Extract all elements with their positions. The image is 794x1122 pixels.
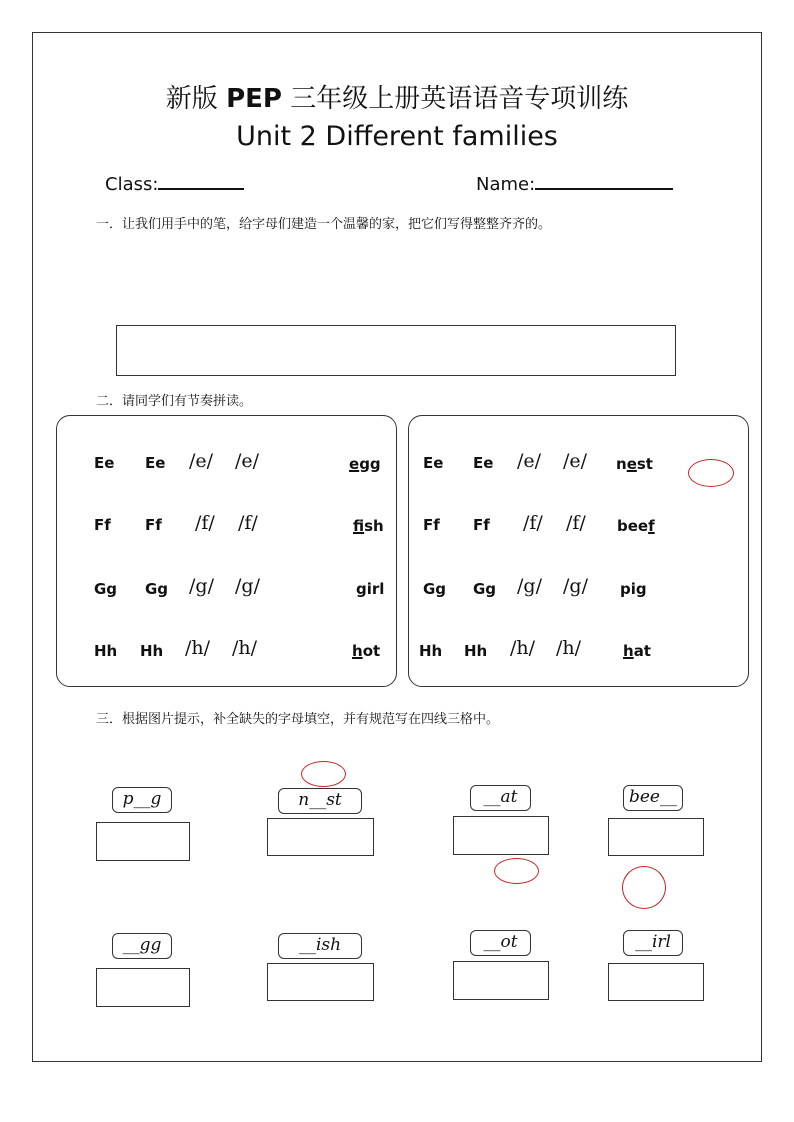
phoneme: /g/ <box>517 575 542 597</box>
phoneme: /e/ <box>563 450 588 472</box>
phoneme: /e/ <box>189 450 214 472</box>
letter-pair-repeat: Hh <box>464 642 488 660</box>
example-word: hat <box>623 642 651 660</box>
example-word: pig <box>620 580 647 598</box>
page-title <box>0 78 794 115</box>
section-three-instruction: 三．根据图片提示，补全缺失的字母填空，并有规范写在四线三格中。 <box>96 712 500 727</box>
word-hint-tag: __irl <box>623 930 683 956</box>
word-hint-tag: bee__ <box>623 785 683 811</box>
word-hint-tag: __at <box>470 785 531 811</box>
example-word: fish <box>353 517 384 535</box>
name-field <box>476 170 673 195</box>
example-word: egg <box>349 455 381 473</box>
word-hint-tag: p__g <box>112 787 172 813</box>
name-label: Name: <box>476 174 536 195</box>
letter-pair: Ee <box>94 454 115 472</box>
phoneme: /g/ <box>235 575 260 597</box>
answer-box[interactable] <box>608 818 704 856</box>
example-word: girl <box>356 580 385 598</box>
phoneme: /g/ <box>563 575 588 597</box>
class-blank[interactable] <box>158 170 244 190</box>
word-hint-tag: n__st <box>278 788 362 814</box>
word-hint-tag: __gg <box>112 933 172 959</box>
letter-pair-repeat: Ee <box>473 454 494 472</box>
answer-box[interactable] <box>96 822 190 861</box>
letter-pair: Ff <box>94 516 111 534</box>
answer-box[interactable] <box>453 816 549 855</box>
word-hint-tag: __ish <box>278 933 362 959</box>
letter-pair: Gg <box>423 580 447 598</box>
class-field <box>105 170 244 195</box>
phoneme: /h/ <box>556 637 582 659</box>
phoneme: /f/ <box>238 512 258 534</box>
phoneme: /e/ <box>517 450 542 472</box>
letter-pair: Ff <box>423 516 440 534</box>
phoneme: /f/ <box>566 512 586 534</box>
phoneme: /h/ <box>510 637 536 659</box>
title-bold: PEP <box>226 84 282 114</box>
letter-pair: Ee <box>423 454 444 472</box>
letter-pair-repeat: Gg <box>145 580 169 598</box>
phoneme: /h/ <box>185 637 211 659</box>
letter-pair: Gg <box>94 580 118 598</box>
page-subtitle: Unit 2 Different families <box>236 121 558 152</box>
phoneme: /f/ <box>523 512 543 534</box>
class-label: Class: <box>105 174 159 195</box>
example-word: beef <box>617 517 655 535</box>
red-annotation-oval <box>622 866 666 909</box>
answer-box[interactable] <box>608 963 704 1001</box>
word-hint-tag: __ot <box>470 930 531 956</box>
phoneme: /h/ <box>232 637 258 659</box>
title-suffix: 三年级上册英语语音专项训练 <box>290 84 629 114</box>
answer-box[interactable] <box>267 963 374 1001</box>
phoneme: /f/ <box>195 512 215 534</box>
letter-pair-repeat: Ee <box>145 454 166 472</box>
red-annotation-oval <box>688 459 734 487</box>
section-one-instruction: 一．让我们用手中的笔，给字母们建造一个温馨的家，把它们写得整整齐齐的。 <box>96 217 552 232</box>
red-annotation-oval <box>301 761 346 787</box>
name-blank[interactable] <box>535 170 673 190</box>
example-word: nest <box>616 455 653 473</box>
phoneme: /e/ <box>235 450 260 472</box>
red-annotation-oval <box>494 858 539 884</box>
phoneme: /g/ <box>189 575 214 597</box>
section-two-instruction: 二．请同学们有节奏拼读。 <box>96 394 253 409</box>
answer-box[interactable] <box>267 818 374 856</box>
letter-writing-box[interactable] <box>116 325 676 376</box>
answer-box[interactable] <box>453 961 549 1000</box>
letter-pair-repeat: Gg <box>473 580 497 598</box>
letter-pair-repeat: Hh <box>140 642 164 660</box>
title-prefix: 新版 <box>165 84 218 114</box>
letter-pair: Hh <box>94 642 118 660</box>
letter-pair: Hh <box>419 642 443 660</box>
letter-pair-repeat: Ff <box>145 516 162 534</box>
answer-box[interactable] <box>96 968 190 1007</box>
example-word: hot <box>352 642 381 660</box>
letter-pair-repeat: Ff <box>473 516 490 534</box>
